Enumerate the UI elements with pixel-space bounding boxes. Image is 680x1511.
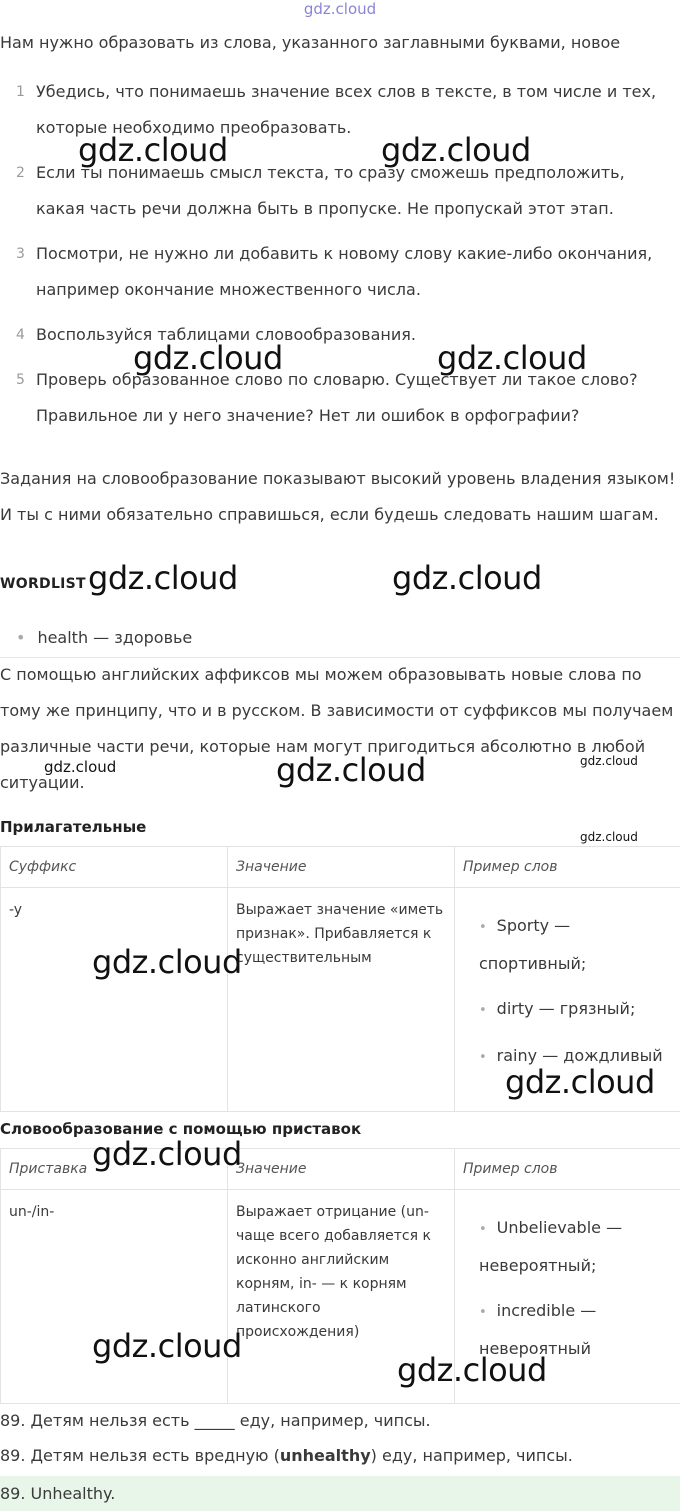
example-text: incredible — невероятный bbox=[479, 1301, 597, 1358]
example-text: Sporty — спортивный; bbox=[479, 916, 587, 973]
watermark: gdz.cloud bbox=[133, 339, 283, 377]
wordlist-item bbox=[16, 628, 192, 647]
step-text: Посмотри, не нужно ли добавить к новому слову какие-либо окончания, например окончание множественного числа. bbox=[36, 244, 653, 299]
watermark: gdz.cloud bbox=[505, 1063, 655, 1101]
list-item bbox=[479, 991, 672, 1029]
watermark: gdz.cloud bbox=[78, 131, 228, 169]
table-header-row bbox=[1, 847, 680, 888]
table-header-cell: Пример слов bbox=[455, 1149, 680, 1190]
intro-text: Нам нужно образовать из слова, указанного заглавными буквами, новое bbox=[0, 33, 621, 52]
answer-box bbox=[0, 1476, 680, 1511]
examples-list bbox=[479, 908, 672, 1076]
task-filled-start: 89. Детям нельзя есть вредную ( bbox=[0, 1446, 280, 1465]
table-header-cell: Значение bbox=[228, 847, 455, 888]
watermark: gdz.cloud bbox=[381, 131, 531, 169]
table-row bbox=[1, 1190, 680, 1404]
list-item bbox=[479, 908, 672, 982]
site-label[interactable]: gdz.cloud bbox=[303, 0, 377, 18]
watermark: gdz.cloud bbox=[392, 559, 542, 597]
adjectives-heading: Прилагательные bbox=[0, 818, 147, 836]
example-text: Unbelievable — невероятный; bbox=[479, 1218, 623, 1275]
step-text: Если ты понимаешь смысл текста, то сразу сможешь предположить, какая часть речи должна быть в пропуске. Не пропускай этот этап. bbox=[36, 163, 625, 218]
table-header-cell: Значение bbox=[228, 1149, 455, 1190]
watermark: gdz.cloud bbox=[88, 559, 238, 597]
watermark: gdz.cloud bbox=[92, 1135, 242, 1173]
motivation-text: Задания на словообразование показывают высокий уровень владения языком! И ты с ними обязательно справишься, если будешь следовать нашим шагам. bbox=[0, 469, 676, 524]
step-number: 3 bbox=[16, 246, 25, 262]
watermark: gdz.cloud bbox=[44, 758, 117, 776]
watermark: gdz.cloud bbox=[580, 754, 638, 768]
step-text: Убедись, что понимаешь значение всех слов в тексте, в том числе и тех, которые необходимо преобразовать. bbox=[36, 82, 657, 137]
affixes-intro-text: С помощью английских аффиксов мы можем образовывать новые слова по тому же принципу, что и в русском. В зависимости от суффиксов мы получаем различные части речи, которые нам могут пригодиться абсолютно в любой ситуации. bbox=[0, 665, 674, 792]
affix-cell: un-/in- bbox=[1, 1190, 228, 1404]
step-text: Проверь образованное слово по словарю. Существует ли такое слово? Правильное ли у него значение? Нет ли ошибок в орфографии? bbox=[36, 370, 638, 425]
step-number: 1 bbox=[16, 84, 25, 100]
bullet-icon: • bbox=[479, 1305, 487, 1320]
example-text: dirty — грязный; bbox=[496, 999, 636, 1018]
wordlist-item-text: health — здоровье bbox=[37, 628, 193, 647]
watermark: gdz.cloud bbox=[397, 1351, 547, 1389]
watermark: gdz.cloud bbox=[580, 830, 638, 844]
examples-list bbox=[479, 1210, 672, 1367]
task-filled-end: ) еду, например, чипсы. bbox=[370, 1446, 573, 1465]
task-prompt: 89. Детям нельзя есть _____ еду, например, чипсы. bbox=[0, 1411, 431, 1430]
watermark: gdz.cloud bbox=[92, 1327, 242, 1365]
meaning-cell: Выражает отрицание (un- чаще всего добавляется к исконно английским корням, in- — к корням латинского происхождения) bbox=[228, 1190, 455, 1404]
task-filled bbox=[0, 1440, 680, 1472]
bullet-icon: • bbox=[479, 1222, 487, 1237]
list-item bbox=[479, 1210, 672, 1284]
bullet-icon: • bbox=[479, 1003, 487, 1018]
example-text: rainy — дождливый bbox=[496, 1046, 663, 1065]
bullet-icon: • bbox=[16, 628, 26, 647]
answer-text: 89. Unhealthy. bbox=[0, 1484, 116, 1503]
wordlist-heading: WORDLIST bbox=[0, 576, 86, 592]
task-filled-word: unhealthy bbox=[279, 1446, 371, 1465]
table-header-cell: Приставка bbox=[1, 1149, 228, 1190]
step-text: Воспользуйся таблицами словообразования. bbox=[36, 325, 416, 344]
table-header-cell: Суффикс bbox=[1, 847, 228, 888]
watermark: gdz.cloud bbox=[437, 339, 587, 377]
meaning-cell: Выражает значение «иметь признак». Прибавляется к существительным bbox=[228, 888, 455, 1112]
step-number: 2 bbox=[16, 165, 25, 181]
bullet-icon: • bbox=[479, 1050, 487, 1065]
watermark: gdz.cloud bbox=[276, 751, 426, 789]
affix-cell: -y bbox=[1, 888, 228, 1112]
prefixes-heading: Словообразование с помощью приставок bbox=[0, 1120, 362, 1138]
step-number: 4 bbox=[16, 327, 25, 343]
watermark: gdz.cloud bbox=[92, 943, 242, 981]
bullet-icon: • bbox=[479, 920, 487, 935]
table-header-cell: Пример слов bbox=[455, 847, 680, 888]
step-number: 5 bbox=[16, 372, 25, 388]
prefixes-table bbox=[0, 1148, 680, 1404]
step-item bbox=[16, 236, 676, 308]
